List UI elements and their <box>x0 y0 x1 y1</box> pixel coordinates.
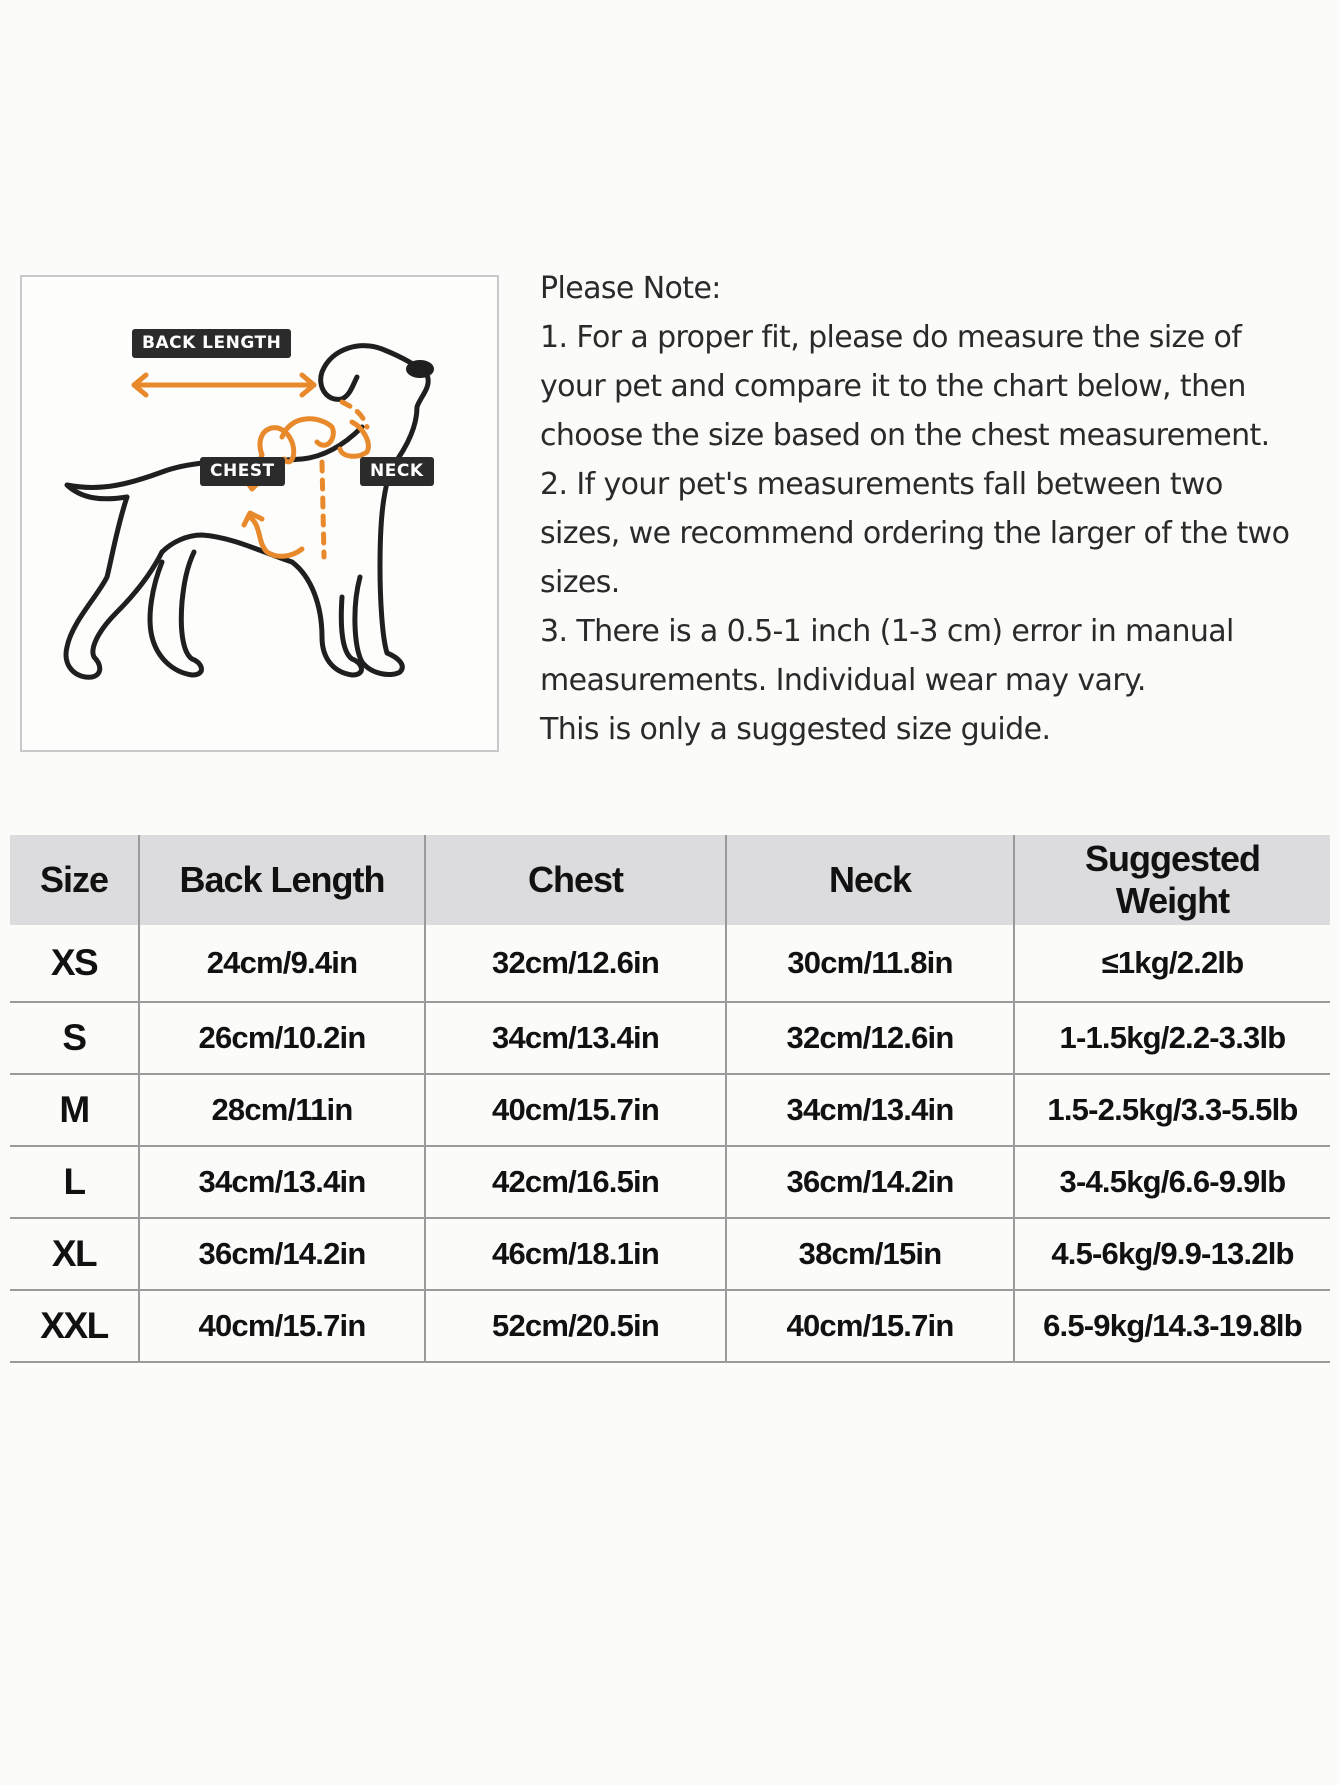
measurement-diagram <box>20 275 499 752</box>
table-row <box>10 1290 1330 1362</box>
neck-cell: 40cm/15.7in <box>726 1290 1014 1362</box>
chest-cell: 40cm/15.7in <box>425 1074 726 1146</box>
neck-label: NECK <box>360 457 434 486</box>
note-line: 3. There is a 0.5-1 inch (1-3 cm) error in manual <box>540 614 1234 649</box>
neck-cell: 38cm/15in <box>726 1218 1014 1290</box>
table-row <box>10 1002 1330 1074</box>
header-chest: Chest <box>425 835 726 925</box>
neck-cell: 36cm/14.2in <box>726 1146 1014 1218</box>
back-length-label: BACK LENGTH <box>132 329 291 358</box>
size-cell: S <box>10 1002 139 1074</box>
chest-cell: 42cm/16.5in <box>425 1146 726 1218</box>
table-row <box>10 1146 1330 1218</box>
back-length-cell: 36cm/14.2in <box>139 1218 425 1290</box>
header-neck: Neck <box>726 835 1014 925</box>
table-header-row <box>10 835 1330 925</box>
neck-cell: 34cm/13.4in <box>726 1074 1014 1146</box>
table-row <box>10 1218 1330 1290</box>
chest-cell: 34cm/13.4in <box>425 1002 726 1074</box>
size-cell: XS <box>10 925 139 1002</box>
note-line: your pet and compare it to the chart below, then <box>540 369 1246 404</box>
back-length-cell: 26cm/10.2in <box>139 1002 425 1074</box>
weight-cell: 4.5-6kg/9.9-13.2lb <box>1014 1218 1330 1290</box>
chest-cell: 52cm/20.5in <box>425 1290 726 1362</box>
weight-cell: 3-4.5kg/6.6-9.9lb <box>1014 1146 1330 1218</box>
header-back-length: Back Length <box>139 835 425 925</box>
chest-cell: 32cm/12.6in <box>425 925 726 1002</box>
back-length-cell: 40cm/15.7in <box>139 1290 425 1362</box>
size-cell: L <box>10 1146 139 1218</box>
dog-nose-icon <box>406 360 434 378</box>
note-line: 2. If your pet's measurements fall between two <box>540 467 1223 502</box>
note-line: This is only a suggested size guide. <box>540 712 1051 747</box>
neck-cell: 32cm/12.6in <box>726 1002 1014 1074</box>
weight-cell: 6.5-9kg/14.3-19.8lb <box>1014 1290 1330 1362</box>
size-cell: XXL <box>10 1290 139 1362</box>
note-line: sizes. <box>540 565 620 600</box>
neck-cell: 30cm/11.8in <box>726 925 1014 1002</box>
header-size: Size <box>10 835 139 925</box>
size-chart-table <box>10 835 1330 1363</box>
weight-cell: ≤1kg/2.2lb <box>1014 925 1330 1002</box>
table-row <box>10 925 1330 1002</box>
chest-label: CHEST <box>200 457 285 486</box>
back-length-cell: 24cm/9.4in <box>139 925 425 1002</box>
size-cell: M <box>10 1074 139 1146</box>
chest-cell: 46cm/18.1in <box>425 1218 726 1290</box>
size-notes <box>540 264 1330 754</box>
header-suggested-weight: Suggested Weight <box>1014 835 1330 925</box>
back-length-cell: 28cm/11in <box>139 1074 425 1146</box>
size-cell: XL <box>10 1218 139 1290</box>
notes-heading: Please Note: <box>540 271 721 306</box>
note-line: choose the size based on the chest measurement. <box>540 418 1270 453</box>
weight-cell: 1.5-2.5kg/3.3-5.5lb <box>1014 1074 1330 1146</box>
note-line: 1. For a proper fit, please do measure the size of <box>540 320 1242 355</box>
table-row <box>10 1074 1330 1146</box>
back-length-cell: 34cm/13.4in <box>139 1146 425 1218</box>
note-line: measurements. Individual wear may vary. <box>540 663 1146 698</box>
weight-cell: 1-1.5kg/2.2-3.3lb <box>1014 1002 1330 1074</box>
note-line: sizes, we recommend ordering the larger of the two <box>540 516 1290 551</box>
